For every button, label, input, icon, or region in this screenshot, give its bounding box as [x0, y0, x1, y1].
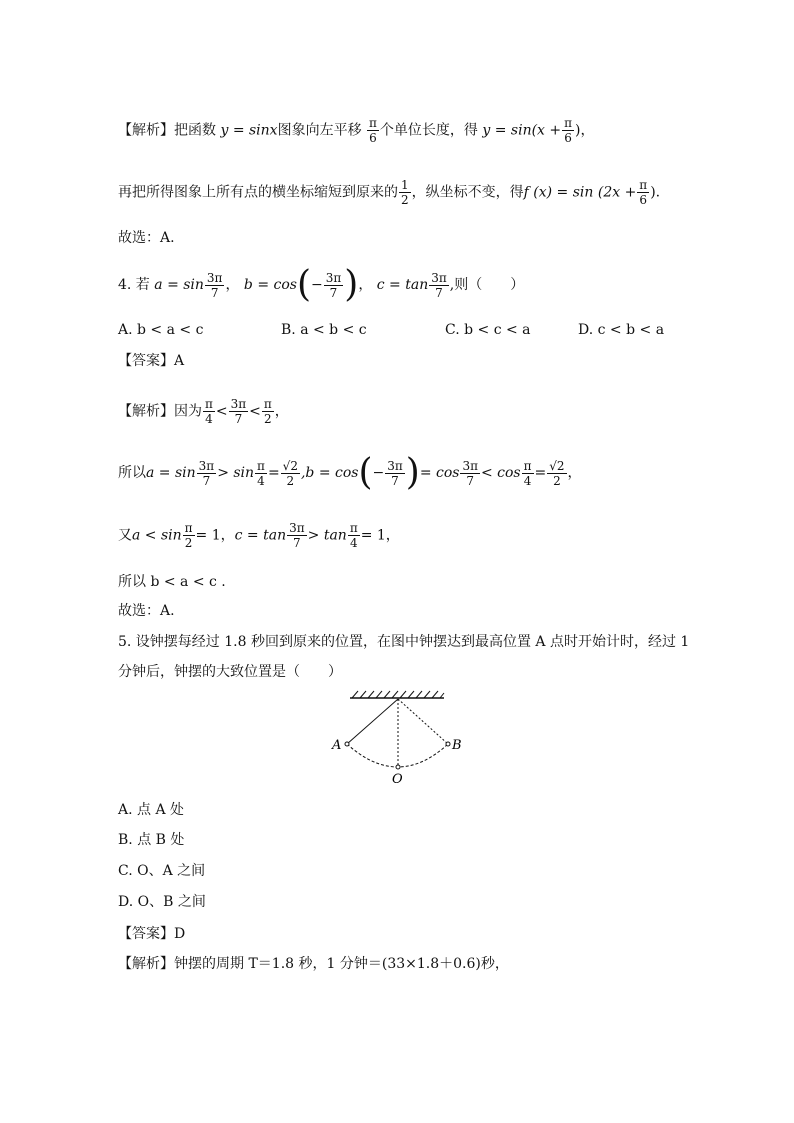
q4-choose: 故选：A.	[118, 603, 175, 619]
fraction: $\frac{1}{2}$	[401, 178, 409, 207]
text: ).	[650, 184, 661, 201]
q5-stem-1: 5. 设钟摆每经过 1.8 秒回到原来的位置，在图中钟摆达到最高位置 A 点时开始计时，经过 1	[118, 634, 690, 650]
math-y: y = sin	[220, 122, 270, 139]
answer-label: 【答案】	[118, 353, 174, 369]
fraction: $\frac{\pi}{4}$	[523, 458, 532, 488]
ceiling-hatching	[352, 691, 444, 698]
fraction: $\frac{3\pi}{7}$	[462, 458, 478, 488]
q4-solution-2: 所以a = sin $\frac{3\pi}{7}$ > sin $\frac{\pi}{4}$ = $\frac{√2}{2}$ ,b = cos(− $\frac{3\pi}{7}$ )= cos $\frac{3\pi}{7}$ < cos $\frac{\pi}{4}$ = $\frac{√2}{2}$ ，	[118, 452, 582, 493]
math-expr: y = sin(x +	[482, 122, 562, 139]
fraction: $\frac{3\pi}{7}$	[387, 458, 403, 488]
q5-answer	[118, 924, 185, 944]
fraction: $\frac{\pi}{2}$	[263, 397, 272, 426]
fraction: $\frac{\pi}{6}$	[369, 116, 377, 145]
text: )，	[575, 122, 595, 139]
fraction: $\frac{3\pi}{7}$	[325, 270, 342, 300]
math-c: c = tan	[376, 277, 429, 293]
text: ，纵坐标不变，得	[411, 184, 524, 201]
label-b: B	[452, 738, 462, 753]
q4-option-b: B. a < b < c	[281, 322, 367, 338]
label-o: O	[392, 772, 403, 787]
math-a: a = sin	[154, 277, 204, 293]
label-a: A	[332, 738, 342, 753]
fraction: $\frac{√2}{2}$	[282, 458, 298, 488]
text: 所以	[118, 465, 146, 481]
q4-stem: 4. 若 a = sin $\frac{3\pi}{7}$ ， b = cos(− $\frac{3\pi}{7}$ )， c = tan $\frac{3\pi}{7}$ ,则（ ）	[118, 264, 525, 305]
math-expr: f (x) = sin (2x +	[523, 184, 637, 201]
q4-option-d: D. c < b < a	[578, 322, 665, 338]
text: 再把所得图象上所有点的横坐标缩短到原来的	[118, 184, 398, 201]
analysis-line-1	[118, 116, 595, 145]
fraction: $\frac{√2}{2}$	[549, 458, 565, 488]
analysis-label: 【解析】	[118, 956, 174, 972]
answer-label: 【答案】	[118, 926, 174, 942]
text: 把函数	[174, 122, 216, 139]
pendulum-figure	[330, 688, 470, 788]
point-b	[446, 742, 450, 746]
q4-answer	[118, 351, 184, 371]
text: 图象向左平移	[277, 122, 362, 139]
q4-option-c: C. b < c < a	[445, 322, 531, 338]
fraction: $\frac{3\pi}{7}$	[230, 397, 247, 426]
fraction: $\frac{\pi}{6}$	[639, 178, 648, 207]
analysis-line-2	[118, 178, 660, 207]
fraction: $\frac{\pi}{4}$	[349, 521, 358, 550]
q5-option-d: D. O、B 之间	[118, 894, 206, 910]
fraction: $\frac{3\pi}{7}$	[198, 458, 215, 488]
q5-option-a: A. 点 A 处	[118, 802, 185, 818]
fraction: $\frac{\pi}{4}$	[257, 458, 265, 488]
pendulum-string	[347, 699, 398, 744]
text: 又	[118, 527, 132, 544]
text: 4. 若	[118, 277, 150, 293]
fraction: $\frac{\pi}{4}$	[205, 397, 213, 426]
point-o	[396, 765, 400, 769]
answer-value: D	[174, 926, 186, 942]
math-x: x	[269, 122, 278, 139]
fraction: $\frac{3\pi}{7}$	[206, 270, 223, 300]
q5-analysis	[118, 954, 509, 974]
q5-stem-2: 分钟后，钟摆的大致位置是（ ）	[118, 664, 342, 680]
q4-solution-3: 又a < sin $\frac{\pi}{2}$ = 1，c = tan $\frac{3\pi}{7}$ > tan $\frac{\pi}{4}$ = 1，	[118, 521, 400, 550]
q4-solution-1: 【解析】因为 $\frac{\pi}{4}$ < $\frac{3\pi}{7}$ < $\frac{\pi}{2}$ ，	[118, 397, 289, 426]
q4-option-a: A. b < a < c	[118, 322, 204, 338]
text: ,则（ ）	[449, 277, 525, 293]
text: 钟摆的周期 T＝1.8 秒，1 分钟＝(33×1.8＋0.6)秒，	[174, 956, 509, 972]
text: 个单位长度，得	[379, 122, 478, 139]
text: 因为	[174, 403, 202, 420]
math-b: b = cos	[243, 277, 297, 293]
right-dashed	[398, 699, 448, 744]
analysis-label: 【解析】	[118, 122, 174, 139]
q4-options	[118, 320, 678, 340]
fraction: $\frac{\pi}{6}$	[564, 116, 573, 145]
q5-option-c: C. O、A 之间	[118, 863, 206, 879]
analysis-label: 【解析】	[118, 403, 174, 420]
choose-line-prev: 故选：A.	[118, 230, 175, 246]
point-a	[345, 742, 349, 746]
fraction: $\frac{3\pi}{7}$	[431, 270, 447, 300]
fraction: $\frac{3\pi}{7}$	[289, 521, 305, 550]
q4-solution-4: 所以 b < a < c .	[118, 574, 226, 590]
answer-value: A	[174, 353, 185, 369]
fraction: $\frac{\pi}{2}$	[184, 521, 193, 550]
q5-option-b: B. 点 B 处	[118, 832, 185, 848]
